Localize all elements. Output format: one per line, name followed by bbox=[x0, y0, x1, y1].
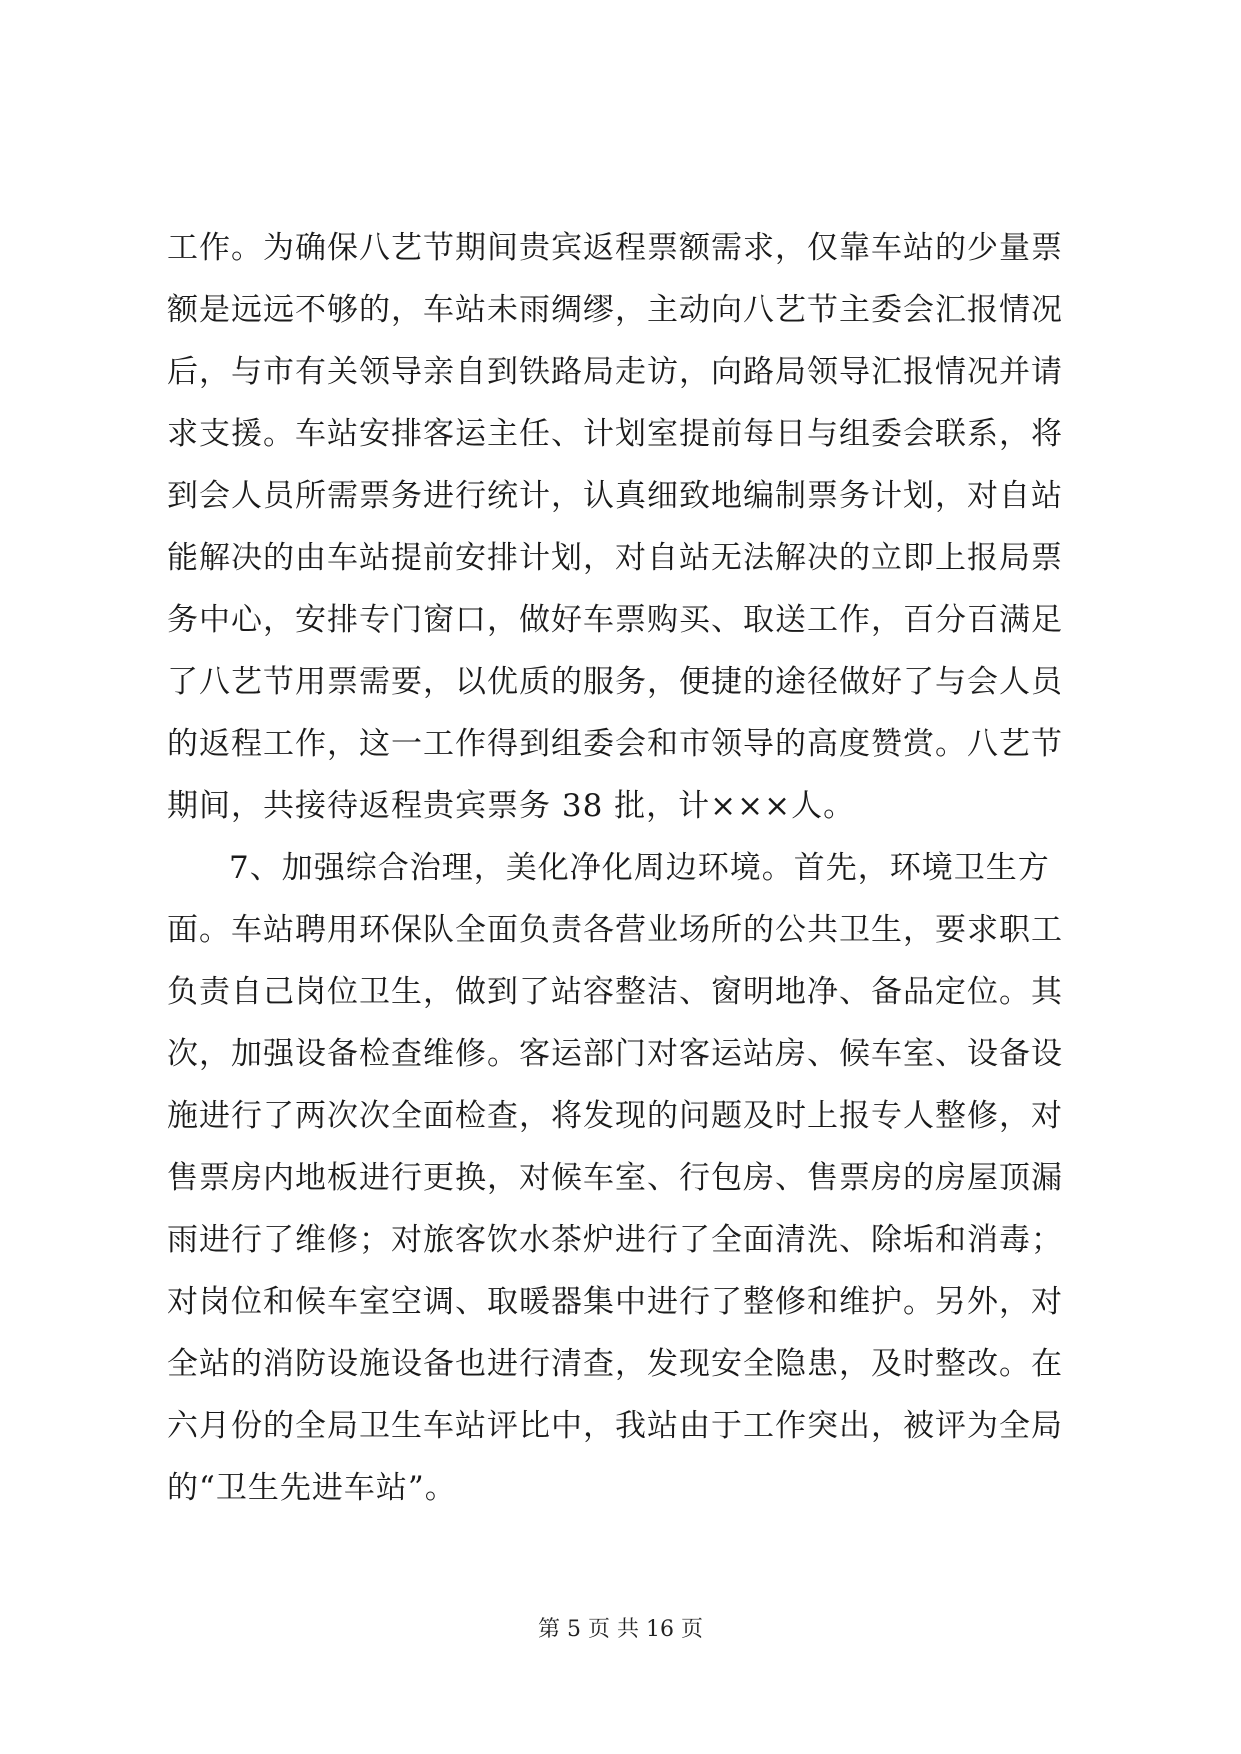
text-line: 负责自己岗位卫生，做到了站容整洁、窗明地净、备品定位。其 bbox=[167, 974, 1063, 1010]
text-line: 雨进行了维修；对旅客饮水茶炉进行了全面清洗、除垢和消毒； bbox=[167, 1222, 1063, 1258]
text-line: 全站的消防设施设备也进行清查，发现安全隐患，及时整改。在 bbox=[167, 1346, 1063, 1382]
text-line: 次，加强设备检查维修。客运部门对客运站房、候车室、设备设 bbox=[167, 1036, 1063, 1072]
text-line: 期间，共接待返程贵宾票务 38 批，计×××人。 bbox=[167, 788, 856, 824]
text-line: 了八艺节用票需要，以优质的服务，便捷的途径做好了与会人员 bbox=[167, 664, 1063, 700]
text-line: 务中心，安排专门窗口，做好车票购买、取送工作，百分百满足 bbox=[167, 602, 1063, 638]
text-line: 六月份的全局卫生车站评比中，我站由于工作突出，被评为全局 bbox=[167, 1408, 1063, 1444]
text-line: 施进行了两次次全面检查，将发现的问题及时上报专人整修，对 bbox=[167, 1098, 1063, 1134]
text-line: 到会人员所需票务进行统计，认真细致地编制票务计划，对自站 bbox=[167, 478, 1063, 514]
text-line: 面。车站聘用环保队全面负责各营业场所的公共卫生，要求职工 bbox=[167, 912, 1063, 948]
text-line: 售票房内地板进行更换，对候车室、行包房、售票房的房屋顶漏 bbox=[167, 1160, 1063, 1196]
text-line: 额是远远不够的，车站未雨绸缪，主动向八艺节主委会汇报情况 bbox=[167, 292, 1063, 328]
text-line: 求支援。车站安排客运主任、计划室提前每日与组委会联系，将 bbox=[167, 416, 1063, 452]
text-line: 的返程工作，这一工作得到组委会和市领导的高度赞赏。八艺节 bbox=[167, 726, 1063, 762]
text-line: 后，与市有关领导亲自到铁路局走访，向路局领导汇报情况并请 bbox=[167, 354, 1063, 390]
text-line: 的“卫生先进车站”。 bbox=[167, 1470, 457, 1506]
text-line: 工作。为确保八艺节期间贵宾返程票额需求，仅靠车站的少量票 bbox=[167, 230, 1063, 266]
text-line: 对岗位和候车室空调、取暖器集中进行了整修和维护。另外，对 bbox=[167, 1284, 1063, 1320]
page-number-footer: 第 5 页 共 16 页 bbox=[538, 1617, 703, 1642]
paragraph-heading-line: 7、加强综合治理，美化净化周边环境。首先，环境卫生方 bbox=[229, 850, 1050, 886]
text-line: 能解决的由车站提前安排计划，对自站无法解决的立即上报局票 bbox=[167, 540, 1063, 576]
